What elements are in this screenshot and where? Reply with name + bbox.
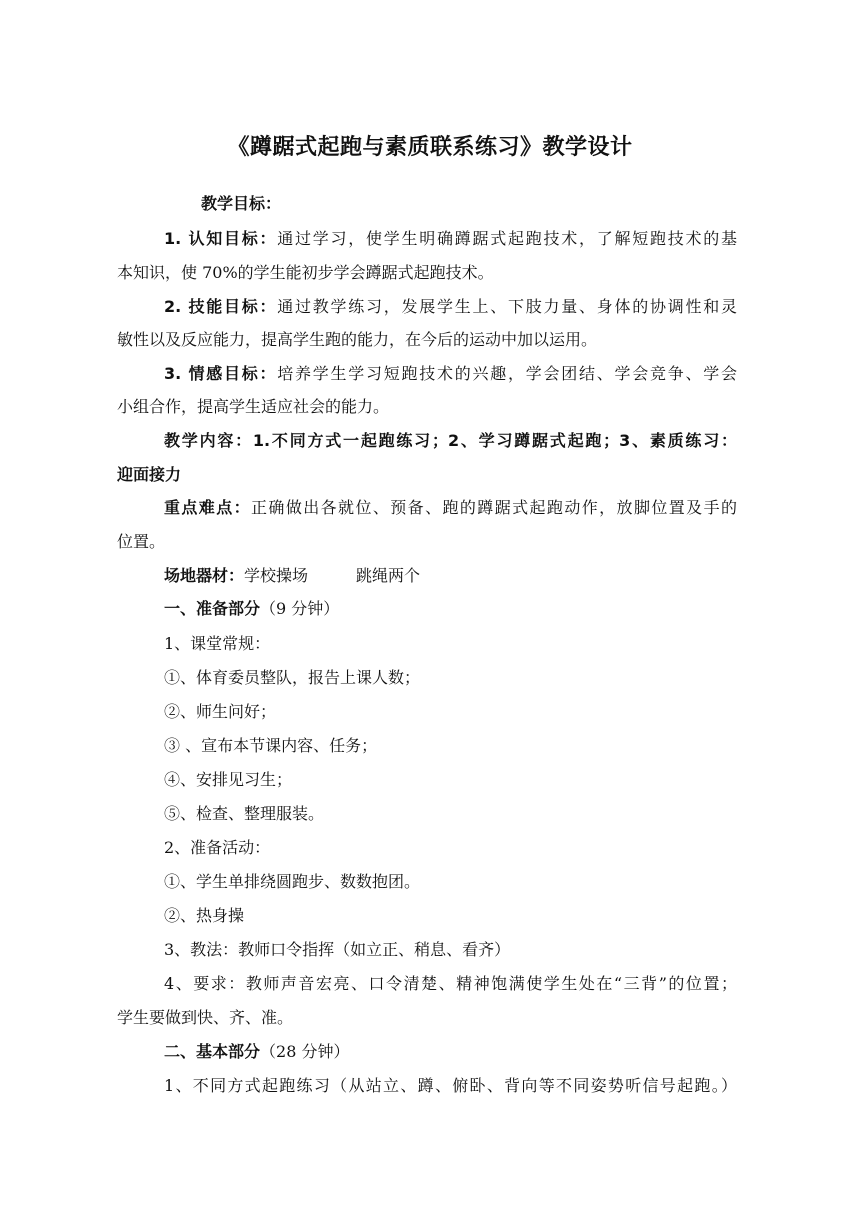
list-item: 2、准备活动： [164, 838, 271, 857]
goal1-text2: 本知识，使 70%的学生能初步学会蹲踞式起跑技术。 [117, 263, 494, 282]
part1-heading [117, 599, 784, 619]
goal3-text1: 培养学生学习短跑技术的兴趣，学会团结、学会竞争、学会 [277, 364, 737, 383]
list-item: ④、安排见习生； [164, 770, 293, 789]
last-line: 1、不同方式起跑练习（从站立、蹲、俯卧、背向等不同姿势听信号起跑。） [164, 1076, 737, 1095]
key-label: 重点难点： [164, 498, 252, 517]
list-item: ⑤、检查、整理服装。 [164, 804, 325, 823]
goal3-text2: 小组合作，提高学生适应社会的能力。 [117, 397, 390, 416]
goal2-text2: 敏性以及反应能力，提高学生跑的能力，在今后的运动中加以运用。 [117, 330, 598, 349]
goals-heading: 教学目标： [201, 194, 282, 213]
content-line1: 教学内容：1.不同方式一起跑练习；2、学习蹲踞式起跑；3、素质练习： [164, 431, 737, 450]
part2-text: （28 分钟） [260, 1042, 350, 1061]
requirement-line1: 4、要求：教师声音宏亮、口令清楚、精神饱满使学生处在“三背”的位置； [164, 974, 737, 993]
goal1-text1: 通过学习，使学生明确蹲踞式起跑技术，了解短跑技术的基 [277, 229, 737, 248]
equipment-line [117, 566, 784, 586]
key-text2: 位置。 [117, 532, 166, 551]
equipment-text: 学校操场 跳绳两个 [244, 566, 421, 585]
goal3-label: 3. 情感目标： [164, 364, 278, 383]
part2-label: 二、基本部分 [164, 1042, 261, 1061]
goal1-label: 1. 认知目标： [164, 229, 278, 248]
list-item: ②、热身操 [164, 906, 245, 925]
goal2-line1 [117, 297, 737, 317]
key-text1: 正确做出各就位、预备、跑的蹲踞式起跑动作，放脚位置及手的 [251, 498, 737, 517]
list-item: 3、教法：教师口令指挥（如立正、稍息、看齐） [164, 940, 511, 959]
list-item: ①、学生单排绕圆跑步、数数抱团。 [164, 872, 421, 891]
list-item: ①、体育委员整队，报告上课人数； [164, 668, 421, 687]
content-text2: 迎面接力 [117, 465, 182, 484]
goal2-label: 2. 技能目标： [164, 297, 278, 316]
requirement-line2: 学生要做到快、齐、准。 [117, 1008, 294, 1027]
list-item: ③ 、宣布本节课内容、任务； [164, 736, 378, 755]
equipment-label: 场地器材： [164, 566, 245, 585]
part2-heading [117, 1042, 784, 1062]
list-item: ②、师生问好； [164, 702, 277, 721]
part1-text: （9 分钟） [260, 599, 340, 618]
goal3-line1 [117, 364, 737, 384]
part1-label: 一、准备部分 [164, 599, 261, 618]
key-line1 [117, 498, 737, 518]
goal2-text1: 通过教学练习，发展学生上、下肢力量、身体的协调性和灵 [277, 297, 737, 316]
goal1-line1 [117, 229, 737, 249]
list-item: 1、课堂常规： [164, 634, 271, 653]
document-title: 《蹲踞式起跑与素质联系练习》教学设计 [227, 135, 633, 160]
